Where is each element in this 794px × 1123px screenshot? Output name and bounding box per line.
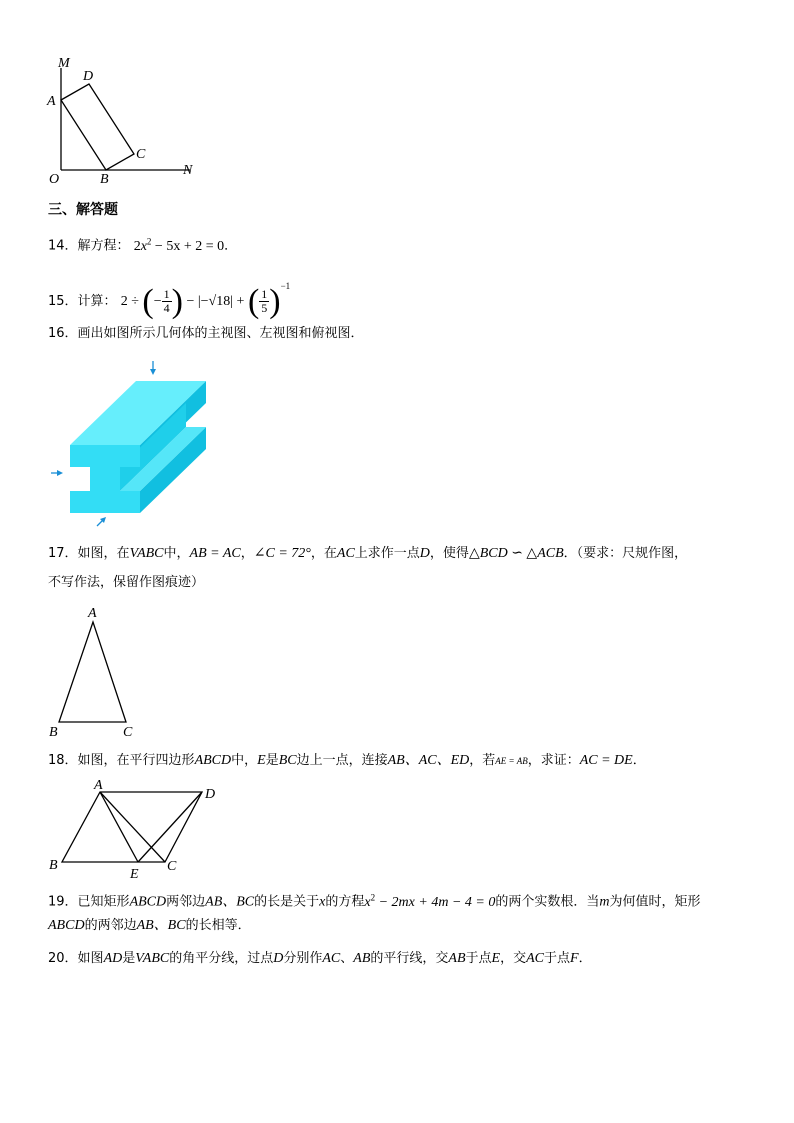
label-e: E [130,867,139,882]
fraction-one-quarter: $\frac{1}{4}$ [163,287,170,316]
question-18: 18．如图，在平行四边形ABCD中，E是BC边上一点，连接AB、AC、ED，若AE = AB，求证：AC = DE． [48,753,646,768]
label-b: B [100,172,109,187]
figure-16-i-beam-solid [40,355,220,530]
q14-equation: $2x^2 - 5x + 2 = 0$ [133,236,225,254]
label-a: A [94,778,103,793]
triangle-abc [59,622,126,722]
question-19: 19．已知矩形ABCD两邻边AB、BC的长是关于x的方程$x^2 - 2mx + 4m - 4 = 0$的两个实数根．当m为何值时，矩形 [48,892,701,910]
label-a: A [88,606,97,621]
label-d: D [205,787,216,802]
label-a: A [47,94,56,109]
label-b: B [49,725,58,740]
q15-text: 计算： [77,294,117,309]
arrow-top-head [150,369,156,375]
label-c: C [123,725,133,740]
q15-expression: 2 ÷ (− $\frac{1}{4}$ ) − |−√18| + ( $\frac{1}{5}$ )$^{-1}$ [120,281,291,320]
arrow-left-head [57,470,63,476]
figure-18-parallelogram [40,776,240,882]
label-o: O [49,172,60,187]
label-c: C [136,147,146,162]
figure-13-rectangle-on-axes [40,52,210,187]
label-n: N [183,163,193,178]
label-m: M [58,56,70,71]
label-b: B [49,858,58,873]
q19-equation: $x^2 - 2mx + 4m - 4 = 0$ [364,892,496,910]
fraction-one-fifth: $\frac{1}{5}$ [261,287,268,316]
q15-number: 15． [48,294,78,309]
q16-text: 画出如图所示几何体的主视图、左视图和俯视图． [77,326,364,341]
q14-text: 解方程： [77,238,130,254]
question-19-line2: ABCD的两邻边AB、BC的长相等． [48,918,251,933]
question-20: 20．如图AD是VABC的角平分线，过点D分别作AC、AB的平行线，交AB于点E，交AC于点F． [48,951,592,966]
figure-17-triangle [42,600,152,740]
q14-number: 14． [48,238,78,254]
label-d: D [83,69,94,84]
question-17-line2: 不写作法，保留作图痕迹） [48,575,205,590]
q16-number: 16． [48,326,78,341]
rectangle-abcd [61,84,134,170]
question-16 [48,324,364,344]
q14-end: ． [224,238,238,254]
question-17: 17．如图，在VABC中，AB = AC，∠C = 72°，在AC上求作一点D，使得△BCD ∽ △ACB．（要求：尺规作图， [48,546,688,561]
question-14 [48,231,237,257]
question-15 [48,266,291,320]
label-c: C [167,859,177,874]
section-heading: 三、解答题 [48,202,118,218]
